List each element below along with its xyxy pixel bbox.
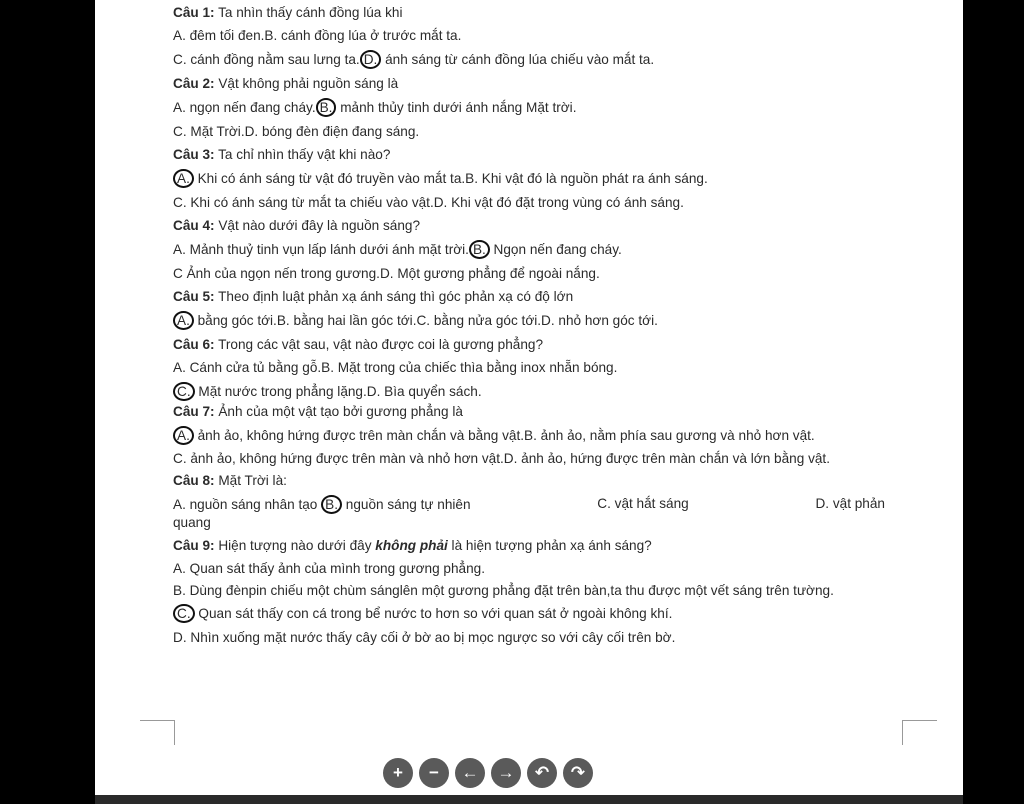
question-title: Câu 1: Ta nhìn thấy cánh đồng lúa khi (173, 5, 403, 20)
question-title: Câu 8: Mặt Trời là: (173, 473, 287, 488)
options-line: A. Cánh cửa tủ bằng gỗ.B. Mặt trong của chiếc thìa bằng inox nhẵn bóng. (173, 360, 618, 375)
page-corner-marker-left (140, 720, 175, 745)
question-2 (173, 75, 913, 140)
options-line: A. bằng góc tới.B. bằng hai lần góc tới.C. bằng nửa góc tới.D. nhỏ hơn góc tới. (173, 311, 913, 330)
options-line: C. Mặt Trời.D. bóng đèn điện đang sáng. (173, 124, 420, 139)
zoom-out-icon[interactable]: − (419, 758, 449, 788)
question-title: Câu 7: Ảnh của một vật tạo bởi gương phẳng là (173, 404, 463, 419)
option-b: nguồn sáng tự nhiên (342, 497, 471, 512)
bottom-bar (95, 795, 963, 804)
options-line (173, 495, 913, 514)
question-9 (173, 537, 913, 646)
answer-mark: A. (173, 311, 194, 330)
question-8 (173, 472, 913, 531)
question-title: Câu 3: Ta chỉ nhìn thấy vật khi nào? (173, 147, 391, 162)
question-title: Câu 4: Vật nào dưới đây là nguồn sáng? (173, 218, 420, 233)
answer-mark: B. (316, 98, 337, 117)
question-title: Câu 2: Vật không phải nguồn sáng là (173, 76, 399, 91)
options-line: A. Mảnh thuỷ tinh vụn lấp lánh dưới ánh mặt trời. B. Ngọn nến đang cháy. (173, 242, 622, 257)
question-4 (173, 217, 913, 282)
option-c: C. vật hắt sáng (597, 496, 689, 511)
arrow-right-icon[interactable]: → (491, 758, 521, 788)
zoom-in-icon[interactable]: + (383, 758, 413, 788)
document-content (173, 4, 913, 652)
question-title: Câu 6: Trong các vật sau, vật nào được coi là gương phẳng? (173, 337, 544, 352)
answer-mark: B. (321, 495, 342, 514)
option-d: D. vật phản (815, 496, 885, 511)
answer-mark: C. (173, 604, 195, 623)
answer-mark: B. (469, 240, 490, 259)
options-line: A. ngọn nến đang cháy. B. mảnh thủy tinh dưới ánh nắng Mặt trời. (173, 100, 577, 115)
answer-mark: A. (173, 169, 194, 188)
options-line: A. ảnh ảo, không hứng được trên màn chắn và bằng vật.B. ảnh ảo, nằm phía sau gương và nhỏ hơn vật. (173, 426, 913, 445)
options-line: C Ảnh của ngọn nến trong gương.D. Một gương phẳng để ngoài nắng. (173, 266, 600, 281)
options-line: A. Khi có ánh sáng từ vật đó truyền vào mắt ta.B. Khi vật đó là nguồn phát ra ánh sáng. (173, 169, 913, 188)
answer-mark: C. (173, 382, 195, 401)
options-line-continued: quang (173, 515, 211, 530)
question-title: Câu 9: Hiện tượng nào dưới đây không phải là hiện tượng phản xạ ánh sáng? (173, 538, 652, 553)
options-line: C. Quan sát thấy con cá trong bể nước to hơn so với quan sát ở ngoài không khí. (173, 604, 913, 623)
answer-mark: D. (360, 50, 382, 69)
option-a: A. nguồn sáng nhân tạo (173, 497, 318, 512)
question-1 (173, 4, 913, 69)
options-line: D. Nhìn xuống mặt nước thấy cây cối ở bờ ao bị mọc ngược so với cây cối trên bờ. (173, 630, 676, 645)
question-6 (173, 336, 913, 401)
options-line: C. ảnh ảo, không hứng được trên màn và nhỏ hơn vật.D. ảnh ảo, hứng được trên màn chắn và lớn bằng vật. (173, 451, 830, 466)
options-line: C. cánh đồng nằm sau lưng ta. D. ánh sáng từ cánh đồng lúa chiếu vào mắt ta. (173, 52, 655, 67)
undo-icon[interactable]: ↶ (527, 758, 557, 788)
redo-icon[interactable]: ↷ (563, 758, 593, 788)
page-corner-marker-right (902, 720, 937, 745)
options-line: C. Mặt nước trong phẳng lặng.D. Bìa quyển sách. (173, 382, 913, 401)
question-5 (173, 288, 913, 330)
answer-mark: A. (173, 426, 194, 445)
options-line: A. Quan sát thấy ảnh của mình trong gương phẳng. (173, 561, 485, 576)
question-title: Câu 5: Theo định luật phản xạ ánh sáng thì góc phản xạ có độ lớn (173, 289, 574, 304)
question-3 (173, 146, 913, 211)
options-line: C. Khi có ánh sáng từ mắt ta chiếu vào vật.D. Khi vật đó đặt trong vùng có ánh sáng. (173, 195, 684, 210)
question-7 (173, 403, 913, 466)
arrow-left-icon[interactable]: ← (455, 758, 485, 788)
viewer-toolbar (383, 758, 593, 788)
options-line: A. đêm tối đen.B. cánh đồng lúa ở trước mắt ta. (173, 28, 462, 43)
options-line: B. Dùng đènpin chiếu một chùm sánglên một gương phẳng đặt trên bàn,ta thu được một vết sáng trên tường. (173, 583, 834, 598)
